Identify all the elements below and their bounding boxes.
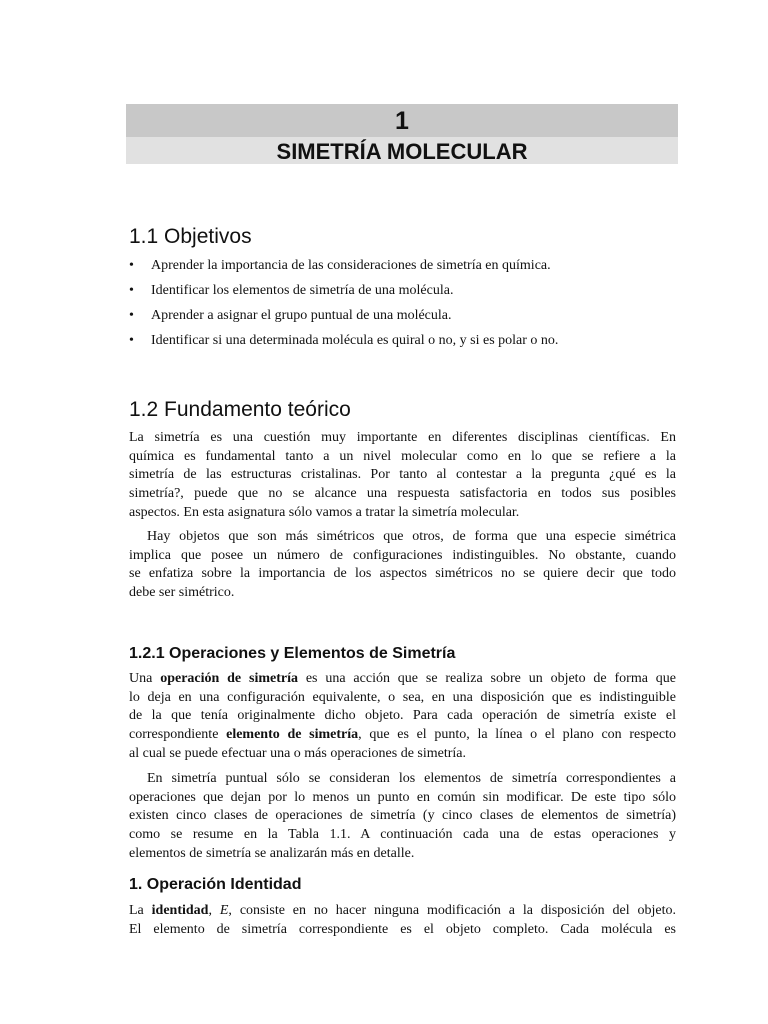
term-elemento-de-simetria: elemento de simetría bbox=[226, 727, 359, 743]
paragraph-operaciones-1: Una operación de simetría es una acción que se realiza sobre un objeto de forma que lo deja en una configuración equivalente, o sea, en una disposición que es indistinguible de la que tenía originalmente dicho objeto. Para cada operación de simetría existe el correspondiente elemento de simetría, que es el punto, la línea o el plano con respecto al cual se puede efectuar una o más operaciones de simetría. bbox=[129, 671, 676, 761]
section-heading-objetivos: 1.1 Objetivos bbox=[129, 225, 252, 248]
bullet-icon: • bbox=[129, 258, 134, 273]
chapter-number: 1 bbox=[126, 104, 678, 137]
chapter-title: SIMETRÍA MOLECULAR bbox=[126, 137, 678, 164]
paragraph-fundamento-2: Hay objetos que son más simétricos que otros, de forma que una especie simétrica implica que posee un número de configuraciones indistinguibles. No obstante, cuando se enfatiza sobre la importancia de los aspectos simétricos no se quiere decir que todo debe ser simétrico. bbox=[129, 529, 676, 601]
paragraph-fundamento-1: La simetría es una cuestión muy importante en diferentes disciplinas científicas. En química es fundamental tanto a un nivel molecular como en lo que se refiere a la simetría de las estructuras cristalinas. Por tanto al contestar a la pregunta ¿qué es la simetría?, puede que no se alcance una respuesta satisfactoria en todos sus posibles aspectos. En esta asignatura sólo vamos a tratar la simetría molecular. bbox=[129, 430, 676, 520]
term-operacion-de-simetria: operación de simetría bbox=[160, 671, 298, 686]
subsection-heading-identidad: 1. Operación Identidad bbox=[129, 876, 302, 893]
section-heading-fundamento: 1.2 Fundamento teórico bbox=[129, 398, 351, 421]
paragraph-identidad: La identidad, E, consiste en no hacer ninguna modificación a la disposición del objeto. El elemento de simetría correspondiente es el objeto completo. Cada molécula es bbox=[129, 903, 676, 937]
objectives-list bbox=[129, 257, 689, 357]
subsection-heading-operaciones: 1.2.1 Operaciones y Elementos de Simetría bbox=[129, 645, 456, 662]
symbol-e: E bbox=[219, 903, 229, 918]
list-item: • Identificar los elementos de simetría de una molécula. bbox=[129, 283, 454, 298]
bullet-icon: • bbox=[129, 283, 134, 298]
list-item: • Identificar si una determinada molécula es quiral o no, y si es polar o no. bbox=[129, 333, 559, 348]
bullet-icon: • bbox=[129, 333, 134, 348]
paragraph-operaciones-2: En simetría puntual sólo se consideran los elementos de simetría correspondientes a operaciones que dejan por lo menos un punto en común sin modificar. De este tipo sólo existen cinco clases de operaciones de simetría (y cinco clases de elementos de simetría) como se resume en la Tabla 1.1. A continuación cada una de estas operaciones y elementos de simetría se analizarán más en detalle. bbox=[129, 771, 676, 861]
bullet-icon: • bbox=[129, 308, 134, 323]
list-item: • Aprender a asignar el grupo puntual de una molécula. bbox=[129, 308, 452, 323]
chapter-header bbox=[126, 104, 678, 164]
term-identidad: identidad bbox=[151, 903, 209, 918]
list-item: • Aprender la importancia de las consideraciones de simetría en química. bbox=[129, 258, 551, 273]
